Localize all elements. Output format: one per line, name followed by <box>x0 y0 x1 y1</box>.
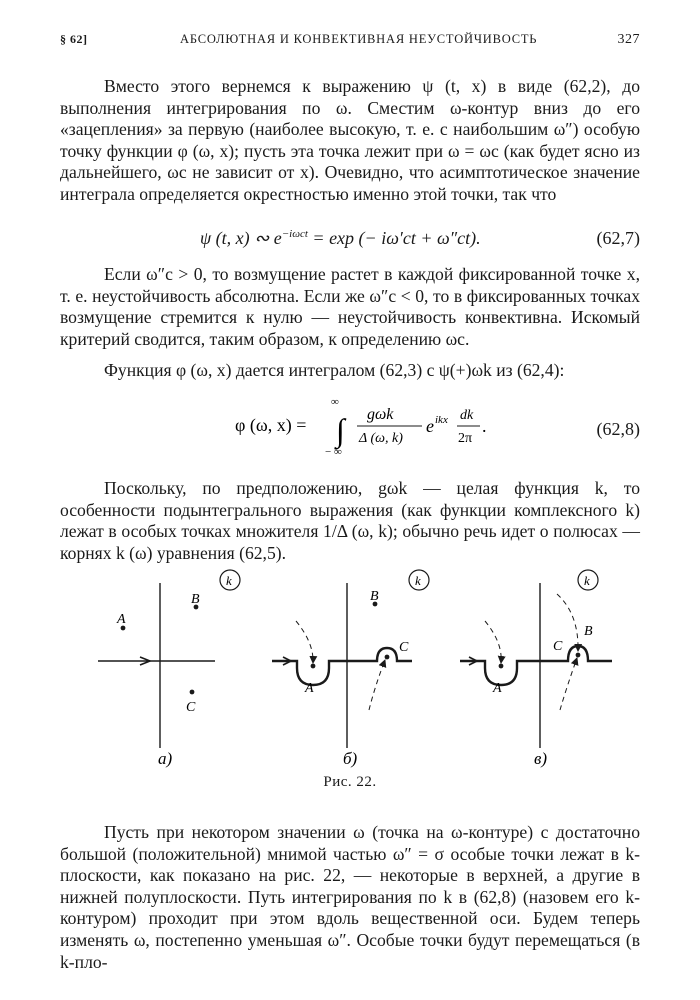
paragraph-4: Поскольку, по предположению, gωk — целая функция k, то особенности подынтегрального выражения (как функции комплексного k) лежат в особых точках множителя 1/Δ (ω, k); обычно речь идет о полюсах — корнях k (ω) уравнения (62,5). <box>60 478 640 563</box>
paragraph-2: Если ω″c > 0, то возмущение растет в каждой фиксированной точке x, т. е. неустойчивость абсолютна. Если же ω″c < 0, то в фиксированных точках возмущение стремится к нулю — неустойчивость конвективна. Искомый критерий сводится, таким образом, к определению ωc. <box>60 264 640 349</box>
equation-62-7-body <box>200 228 481 249</box>
deformed-k-contour <box>272 648 412 685</box>
paragraph-1: Вместо этого вернемся к выражению ψ (t, x) в виде (62,2), до выполнения интегрирования по ω. Сместим ω-контур вниз до его «зацепления» за первую (наиболее высокую, т. е. с наибольшим ω″) особую точку функции φ (ω, x); пусть эта точка лежит при ω = ωc (как будет ясно из дальнейшего, ωc не зависит от x). Очевидно, что асимптотическое значение интеграла определяется окрестностью именно этой точки, так что <box>60 76 640 204</box>
eq8-dk-numerator: dk <box>460 408 474 423</box>
equation-62-8-number: (62,8) <box>596 419 640 439</box>
trajectory-a <box>296 621 313 663</box>
point-label-b: B <box>370 589 379 604</box>
paragraph-3: Функция φ (ω, x) дается интегралом (62,3) с ψ(+)ωk из (62,4): <box>104 360 565 380</box>
figure-22 <box>60 558 640 798</box>
trajectory-a <box>485 621 501 663</box>
trajectory-c <box>369 660 385 710</box>
eq8-upper-limit: ∞ <box>331 396 339 408</box>
point-c <box>385 655 390 660</box>
point-label-a: A <box>305 681 314 696</box>
equation-62-8 <box>60 395 640 457</box>
running-header <box>60 32 640 54</box>
panel-a <box>98 570 240 768</box>
point-a <box>499 664 504 669</box>
equation-62-8-svg <box>60 395 640 457</box>
page-number: 327 <box>617 32 640 47</box>
section-ref: § 62] <box>60 32 88 46</box>
eq7-exponent: −iωct <box>281 228 308 240</box>
point-label-c: C <box>186 700 196 715</box>
panel-c <box>460 570 612 768</box>
point-c <box>576 653 581 658</box>
equation-62-7 <box>60 228 640 258</box>
panel-label-a: a) <box>158 749 173 768</box>
point-label-a: A <box>493 681 502 696</box>
eq8-exp-base: e <box>426 416 434 436</box>
equation-62-7-number: (62,7) <box>596 228 640 248</box>
point-label-c: C <box>399 640 409 655</box>
integral-sign-icon: ∫ <box>336 412 345 448</box>
eq8-period: . <box>482 416 487 436</box>
point-a <box>311 664 316 669</box>
panel-b <box>272 570 429 768</box>
panel-label-c: в) <box>534 749 548 768</box>
eq7-rhs: = exp (− iω′ct + ω″ct). <box>307 228 481 248</box>
trajectory-c <box>560 658 577 710</box>
eq8-dk-denominator: 2π <box>458 431 473 446</box>
eq7-lhs: ψ (t, x) ∾ e <box>200 228 282 248</box>
eq8-numerator: gωk <box>367 406 394 423</box>
figure-caption: Рис. 22. <box>323 774 377 790</box>
eq8-exponent: ikx <box>435 414 448 426</box>
point-label-b: B <box>584 624 593 639</box>
point-label-a: A <box>117 612 126 627</box>
panel-label-b: б) <box>343 749 358 768</box>
running-title: АБСОЛЮТНАЯ И КОНВЕКТИВНАЯ НЕУСТОЙЧИВОСТЬ <box>180 32 538 46</box>
deformed-k-contour <box>460 646 612 685</box>
k-plane-label: k <box>226 573 232 588</box>
point-label-c: C <box>553 639 563 654</box>
eq8-lower-limit: − ∞ <box>325 446 342 457</box>
eq8-denominator: Δ (ω, k) <box>359 431 403 446</box>
k-plane-label: k <box>584 573 590 588</box>
point-label-b: B <box>191 592 200 607</box>
paragraph-5: Пусть при некотором значении ω (точка на ω-контуре) с достаточно большой (положительной) мнимой частью ω″ = σ особые точки лежат в k-плоскости, как показано на рис. 22, — некоторые в верхней, а другие в нижней полуплоскости. Путь интегрирования по k в (62,8) (назовем его k-контуром) проходит при этом вдоль вещественной оси. Будем теперь изменять ω, постепенно уменьшая ω″. Особые точки будут перемещаться (в k-пло- <box>60 822 640 972</box>
point-c <box>190 690 195 695</box>
k-plane-label: k <box>415 573 421 588</box>
eq8-lhs: φ (ω, x) = <box>235 415 307 435</box>
